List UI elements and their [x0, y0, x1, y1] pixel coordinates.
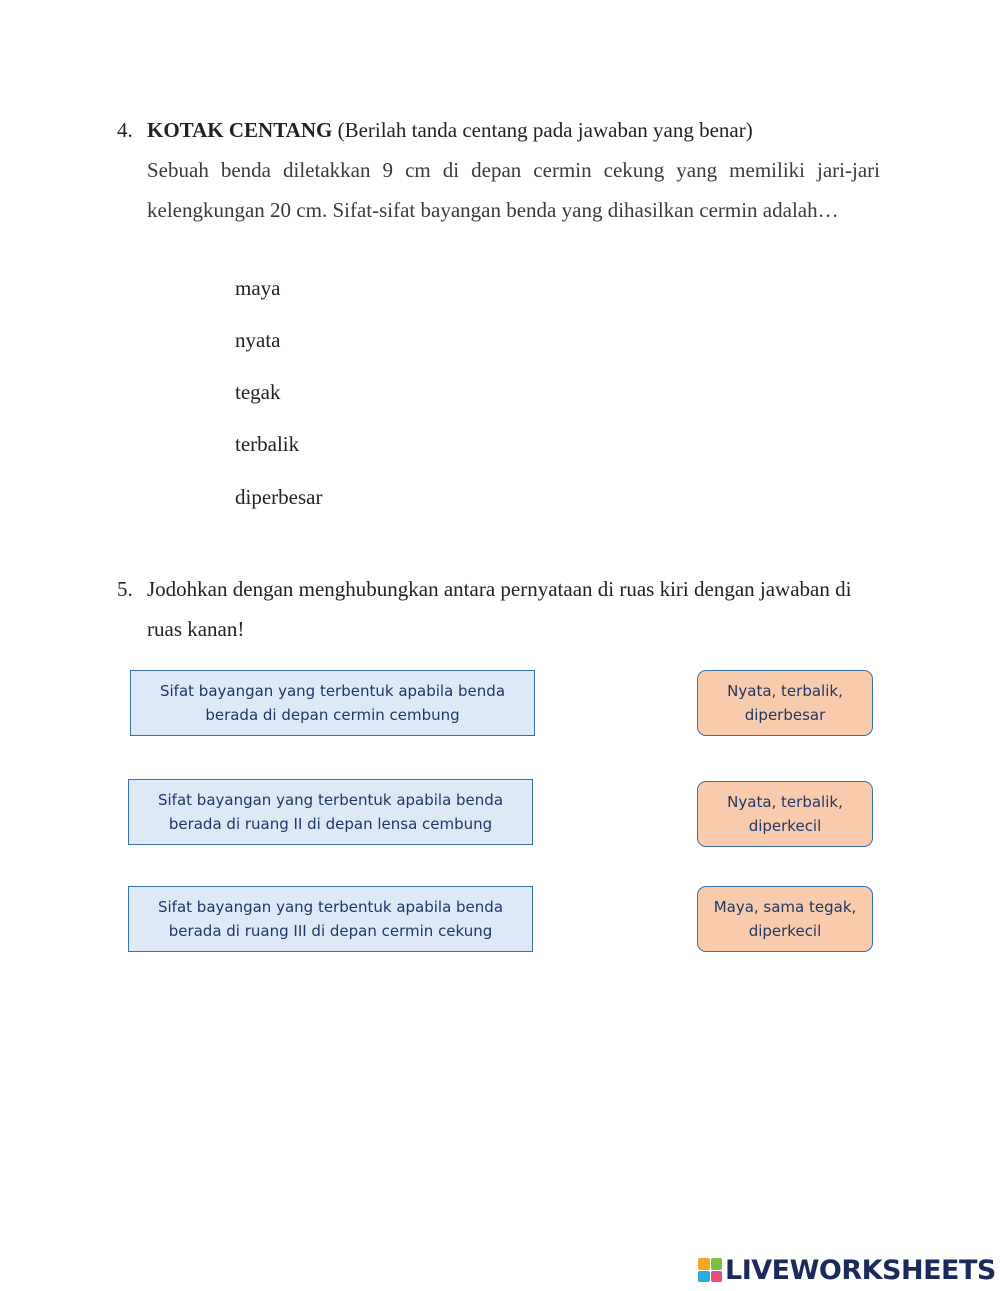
match-right-item-2[interactable]: Nyata, terbalik, diperkecil: [697, 781, 873, 847]
checkbox-option-tegak[interactable]: tegak: [235, 380, 281, 404]
question-4-instruction: (Berilah tanda centang pada jawaban yang benar): [332, 118, 753, 142]
question-4-title: KOTAK CENTANG: [147, 118, 333, 142]
liveworksheets-logo-icon: [698, 1258, 722, 1282]
question-4-body: Sebuah benda diletakkan 9 cm di depan cermin cekung yang memiliki jari-jari kelengkungan 20 cm. Sifat-sifat bayangan benda yang dihasilkan cermin adalah…: [147, 158, 880, 222]
question-4-number: 4.: [117, 118, 133, 142]
liveworksheets-logo-text: LIVEWORKSHEETS: [725, 1254, 996, 1286]
match-left-item-3[interactable]: Sifat bayangan yang terbentuk apabila benda berada di ruang III di depan cermin cekung: [128, 886, 533, 952]
checkbox-option-nyata[interactable]: nyata: [235, 328, 281, 352]
question-5-prompt: Jodohkan dengan menghubungkan antara pernyataan di ruas kiri dengan jawaban di ruas kanan!: [147, 577, 852, 641]
liveworksheets-logo: [698, 1254, 996, 1286]
checkbox-option-diperbesar[interactable]: diperbesar: [235, 485, 323, 509]
match-left-item-1[interactable]: Sifat bayangan yang terbentuk apabila benda berada di depan cermin cembung: [130, 670, 535, 736]
checkbox-option-terbalik[interactable]: terbalik: [235, 432, 300, 456]
match-left-item-2[interactable]: Sifat bayangan yang terbentuk apabila benda berada di ruang II di depan lensa cembung: [128, 779, 533, 845]
match-right-item-1[interactable]: Nyata, terbalik, diperbesar: [697, 670, 873, 736]
checkbox-option-maya[interactable]: maya: [235, 276, 281, 300]
question-5-number: 5.: [117, 577, 133, 601]
match-right-item-3[interactable]: Maya, sama tegak, diperkecil: [697, 886, 873, 952]
question-4-header: [147, 110, 880, 150]
